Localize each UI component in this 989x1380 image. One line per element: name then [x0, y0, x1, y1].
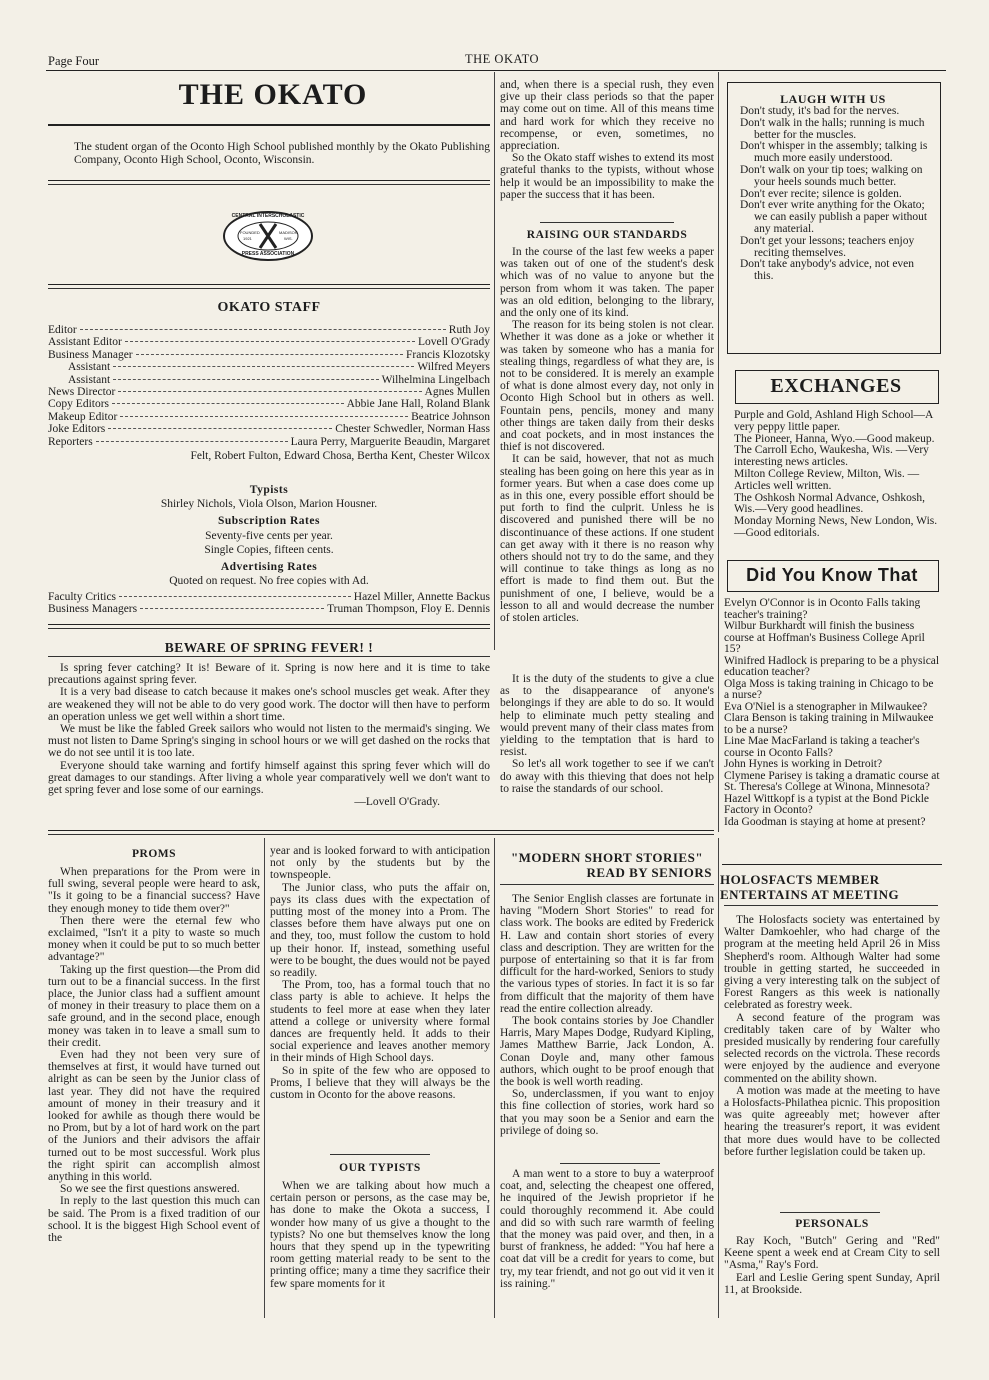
paragraph: The Senior English classes are fortunate in having "Modern Short Stories" to read for class work. The books are edited by Frederick H. Law and contain short stories of every class and description. They are written for the purpose of entertaining so that it is far from difficult for the hard-worked, Seniors to study the various types of stories. In fact it is so far from difficult that the majority of them have read the entire collection already.: [500, 893, 714, 1015]
dot-leader: [120, 416, 408, 417]
section-rule-right: [722, 864, 942, 865]
dot-leader: [96, 441, 288, 442]
typists-heading: Typists: [249, 484, 289, 496]
spring-fever-signature: —Lovell O'Grady.: [354, 796, 440, 809]
list-item: Don't walk in the halls; running is much better for the muscles.: [740, 116, 925, 141]
staff-row: [48, 398, 490, 410]
subscription-line-1: Seventy-five cents per year.: [205, 530, 333, 542]
paragraph: A man went to a store to buy a waterproof coat, and, selecting the cheapest one offered, he inquired of the Jewish proprietor if he could thoroughly recommend it. Abe could and did so with such rare warmth of feeling that the money was paid over, and then, in a burst of frankness, he added: "You haf here a coat dat vill be a credit for years to come, but try, my tear friendt, and not go out vid it ven it iss raining.": [500, 1168, 714, 1290]
list-item: Don't take anybody's advice, not even this.: [740, 258, 915, 283]
dot-leader: [113, 366, 414, 367]
running-title: THE OKATO: [465, 52, 540, 66]
paragraph: Even had they not been very sure of themselves at first, it would have turned out alright as can be seen by the Junior class of last year. They did not have the required amount of money in their treasury and it looked for awhile as though there would be no Prom, but by a lot of hard work on the part of the Juniors and their advisors the affair turned out to be most successful. Work plus the right spirit can accomplish almost anything in this world.: [48, 1049, 260, 1184]
paragraph: Everyone should take warning and fortify himself against this spring fever which will do great damages to our standings. After living a whole year comparatively well we don't want to get spring fever and lose some of our earnings.: [48, 759, 490, 797]
dot-leader: [118, 391, 421, 392]
joke-body: [500, 1168, 714, 1290]
list-item: Don't study, it's bad for the nerves.: [740, 105, 900, 117]
personals-title: PERSONALS: [795, 1218, 869, 1230]
dot-leader: [112, 403, 344, 404]
staff-row: [48, 591, 490, 603]
subscription-heading: Subscription Rates: [218, 515, 320, 527]
staff-name: Chester Schwedler, Norman Hass: [335, 423, 490, 436]
paragraph: We must be like the fabled Greek sailors who would not listen to the mermaid's singing. We must not listen to Dame Spring's singing in school hours or we will get dashed on the rocks that we do not see until it is too late.: [48, 723, 490, 760]
staff-role: Assistant: [68, 361, 111, 374]
staff-role: Assistant Editor: [48, 336, 122, 349]
list-item: The Carroll Echo, Waukesha, Wis. —Very interesting news articles.: [734, 444, 929, 469]
typists-list: Shirley Nichols, Viola Olson, Marion Housner.: [160, 498, 378, 510]
article-rule: [540, 222, 674, 223]
proms-title: PROMS: [131, 848, 177, 860]
staff-name: Wilhelmina Lingelbach: [381, 373, 490, 386]
staff-row: [48, 349, 490, 361]
dot-leader: [80, 329, 446, 330]
typists-title: OUR TYPISTS: [339, 1162, 421, 1174]
list-item: Hazel Wittkopf is a typist at the Bond Pickle Factory in Oconto?: [724, 792, 930, 816]
seal-state-text: WIS.: [284, 236, 293, 241]
list-item: Winifred Hadlock is preparing to be a physical education teacher?: [724, 654, 940, 678]
holosfacts-title-line-1: HOLOSFACTS MEMBER: [720, 872, 880, 887]
staff-role: Faculty Critics: [48, 591, 117, 603]
staff-rule-1: [48, 284, 490, 285]
article-rule: [330, 1154, 430, 1155]
paragraph: year and is looked forward to with anticipation not only by the students but by the townspeople.: [270, 845, 490, 882]
staff-name: Truman Thompson, Floy E. Dennis: [327, 603, 490, 616]
paragraph: Ray Koch, "Butch" Gering and "Red" Keene spent a week end at Cream City to sell "Asma," Ray's Ford.: [724, 1235, 940, 1272]
paragraph: When preparations for the Prom were in full swing, several people were heard to ask, "Is it going to be a financial success? Have they enough money to tide them over?": [48, 866, 260, 915]
staff-role: Makeup Editor: [48, 410, 118, 423]
paragraph: Is spring fever catching? It is! Beware of it. Spring is now here and it is time to take precautions against spring fever.: [48, 662, 490, 687]
staff-role: Business Manager: [48, 348, 133, 361]
list-item: Clymene Parisey is taking a dramatic course at St. Theresa's College at Winona, Minnesota?: [724, 769, 940, 793]
list-item: Don't ever write anything for the Okato; we can easily publish a paper without any material.: [740, 199, 928, 235]
dot-leader: [140, 608, 324, 609]
staff-row: [48, 436, 490, 448]
paragraph: In the course of the last few weeks a paper was taken out of one of the student's desk which was of no value to anyone but the person from whom it was taken. The paper was an old edition, belonging to the library, and the only one of its kind.: [500, 246, 714, 320]
exchanges-title: EXCHANGES: [770, 375, 902, 397]
dot-leader: [108, 428, 332, 429]
masthead-title: THE OKATO: [178, 78, 368, 111]
column-rule-2: [718, 72, 719, 832]
laugh-title: LAUGH WITH US: [780, 92, 886, 106]
masthead-rule-top: [48, 124, 490, 126]
list-item: Evelyn O'Connor is in Oconto Falls taking teacher's training?: [724, 597, 921, 621]
modern-body: [500, 893, 714, 1137]
paragraph: So in spite of the few who are opposed to Proms, I believe that they will always be the custom in Oconto for the above reasons.: [270, 1064, 490, 1102]
staff-role: Copy Editors: [48, 398, 110, 411]
section-rule-1: [48, 830, 714, 831]
proms-body-col2: [270, 845, 490, 1101]
staff-name: Ruth Joy: [448, 324, 490, 336]
raising-body: [500, 246, 714, 650]
list-item: Don't whisper in the assembly; talking is much more easily understood.: [740, 140, 928, 165]
spring-fever-rule: [48, 656, 490, 657]
staff-role: Reporters: [48, 435, 93, 448]
section-rule-2: [48, 834, 714, 835]
staff-row: [48, 361, 490, 373]
paragraph: The reason for its being stolen is not clear. Whether it was done as a joke or whether it was taken by someone who has a mania for stealing things, regardless of what they are, is not to be considered. It is merely an example of what is done almost every day, not only in Oconto High School but in others as well. Fountain pens, pencils, money and many other things are taken daily from their desks and coat pockets, and in most instances the thief is not discovered.: [500, 319, 714, 454]
list-item: Wilbur Burkhardt will finish the business course at Hoffman's Business College April 15?: [724, 620, 925, 655]
seal-year-text: 1921: [243, 236, 252, 241]
staff-end-rule-1: [48, 624, 490, 625]
paragraph: It can be said, however, that not as much stealing has been going on here this year as in former years. But when a case does come up as in this one, every possible effort should be put forth to find the culprit. Unless he is discovered and punished there will be no discontinuance of these actions. If one student can get away with it there is no reason why others should not try to do the same, and they will continue to take things as long as no effort is made to find them out. But the punishment of one, I believe, would be a lesson to all and would decrease the number of stolen articles.: [500, 453, 714, 625]
list-item: Clara Benson is taking training in Milwaukee to be a nurse?: [724, 712, 934, 736]
column-rule-3: [264, 838, 265, 1318]
article-rule: [780, 1212, 880, 1213]
article-rule: [560, 1163, 660, 1164]
staff-name: Wilfred Meyers: [417, 361, 490, 374]
modern-title-line-2: READ BY SENIORS: [586, 865, 712, 880]
staff-name: Laura Perry, Marguerite Beaudin, Margaret: [290, 435, 490, 448]
staff-row: [48, 324, 490, 336]
paragraph: It is the duty of the students to give a clue as to the disappearance of anyone's belongings if they are able to do so. It would help to eliminate much petty stealing and would prevent many of their class mates from yielding to the temptation that is hard to resist.: [500, 673, 714, 759]
paragraph: In reply to the last question this much can be said. The Prom is a fixed tradition of our school. It is the biggest High School event of the: [48, 1195, 260, 1245]
masthead-rule-mid: [48, 180, 490, 181]
dot-leader: [119, 596, 351, 597]
seal-right-text: MADISON: [279, 230, 298, 235]
spring-fever-title: BEWARE OF SPRING FEVER! !: [164, 640, 374, 655]
exchanges-list: [734, 410, 940, 540]
page-number: Page Four: [48, 54, 100, 68]
did-you-know-title: Did You Know That: [746, 565, 918, 585]
seal-top-text: CENTRAL INTERSCHOLASTIC: [231, 213, 305, 219]
staff-row: [48, 603, 490, 615]
paragraph: The Junior class, who puts the affair on, pays its class dues with the expectation of putting most of the money into a Prom. The classes before them have always put one on and they, too, must follow the custom to hold up their honor. If, instead, something useful were to be bought, the dues would not be payed so readily.: [270, 881, 490, 980]
masthead-rule-mid-2: [48, 184, 490, 185]
header-rule: [46, 70, 946, 71]
paragraph: So, underclassmen, if you want to enjoy this fine collection of stories, work hard so that you may soon be a Senior and earn the privilege of doing so.: [500, 1088, 714, 1137]
modern-rule: [500, 884, 714, 885]
holosfacts-body: [724, 914, 940, 1158]
did-you-know-list: [724, 598, 940, 828]
paragraph: A motion was made at the meeting to have a Holosfacts-Philathea picnic. This proposition was quite agreeably met; however after hearing the treasurer's report, it was evident that more dues would have to be collected before further legislation could be taken up.: [724, 1084, 941, 1158]
list-item: The Oshkosh Normal Advance, Oshkosh, Wis.—Very good headlines.: [734, 491, 926, 516]
press-association-seal: [222, 210, 314, 262]
advertising-heading: Advertising Rates: [220, 561, 318, 573]
seal-bottom-text: PRESS ASSOCIATION: [241, 251, 295, 257]
dot-leader: [125, 341, 415, 342]
list-item: Monday Morning News, New London, Wis.—Good editorials.: [734, 515, 938, 539]
staff-name: Beatrice Johnson: [411, 410, 490, 423]
staff-bottom-list: [48, 591, 490, 616]
masthead-description: The student organ of the Oconto High School published monthly by the Okato Publishing Company, Oconto High School, Oconto, Wisconsin.: [74, 141, 490, 166]
paragraph: Then there were the eternal few who exclaimed, "Isn't it a pity to waste so much money when it could be put to so much better advantage?": [48, 914, 260, 964]
staff-heading: OKATO STAFF: [217, 300, 321, 315]
list-item: Purple and Gold, Ashland High School—A very peppy little paper.: [734, 409, 933, 433]
list-item: Eva O'Niel is a stenographer in Milwaukee?: [724, 700, 928, 713]
column-rule-5: [718, 838, 719, 1318]
paragraph: It is a very bad disease to catch because it makes one's school muscles get weak. After they are weakened they will not be able to do very good work. The doctor will then have to perform an operation unless we get well within a short time.: [48, 686, 490, 723]
dot-leader: [136, 354, 403, 355]
staff-role: News Director: [48, 386, 116, 399]
list-item: Don't get your lessons; teachers enjoy reciting themselves.: [740, 234, 915, 259]
staff-name: Hazel Miller, Annette Backus: [353, 591, 490, 603]
paragraph: So we see the first questions answered.: [60, 1183, 240, 1196]
paragraph: The Holosfacts society was entertained by Walter Damkoehler, who had charge of the program at the meeting held April 26 in Miss Shepherd's room. Although Walter had some trouble in getting started, he succeeded in giving a very interesting talk on the subject of Forest Rangers as this week is nationally celebrated as forestry week.: [724, 914, 940, 1012]
modern-title-line-1: "MODERN SHORT STORIES": [510, 850, 704, 865]
column-rule-4: [494, 838, 495, 1318]
spring-fever-body: [48, 662, 490, 808]
subscription-line-2: Single Copies, fifteen cents.: [204, 544, 334, 556]
staff-role: Editor: [48, 324, 77, 336]
dot-leader: [113, 379, 378, 380]
list-item: The Pioneer, Hanna, Wyo.—Good makeup.: [734, 432, 935, 445]
paragraph: Taking up the first question—the Prom did turn out to be a financial success. In the first place, the Junior class had a suffient amount of money in their treasury to place them on a safe ground, and in the second place, enough money was taken in to leave a small sum to their credit.: [48, 963, 260, 1049]
staff-row: [48, 336, 490, 348]
holosfacts-title-line-2: ENTERTAINS AT MEETING: [720, 887, 900, 902]
column-rule-1: [494, 72, 495, 650]
reporters-continued: Felt, Robert Fulton, Edward Chosa, Bertha Kent, Chester Wilcox: [190, 450, 490, 463]
seal-left-text: FOUNDED: [240, 230, 260, 235]
paragraph: Earl and Leslie Gering spent Sunday, April 11, at Brookside.: [724, 1271, 940, 1296]
typists-continued: [500, 79, 714, 201]
staff-row: [48, 411, 490, 423]
raising-title: RAISING OUR STANDARDS: [526, 229, 688, 241]
proms-body-col1: [48, 866, 260, 1244]
staff-name: Agnes Mullen: [424, 386, 490, 399]
paragraph: and, when there is a special rush, they even give up their class periods so that the paper may come out on time. All of this means time and hard work for which they receive no recompense, or even, sometimes, no appreciation.: [500, 79, 714, 153]
staff-role: Joke Editors: [48, 423, 106, 436]
staff-end-rule-2: [48, 628, 490, 629]
paragraph: So the Okato staff wishes to extend its most grateful thanks to the typists, without whose help it would be an impossibility to make the paper the success that it has been.: [500, 152, 714, 201]
list-item: Ida Goodman is staying at home at present?: [724, 815, 926, 828]
staff-role: Business Managers: [48, 603, 138, 616]
paragraph: When we are talking about how much a certain person or persons, as the case may be, has done to make the Okota a success, I wonder how many of us give a thought to the typists? No one but themselves know the long hours that they spend up in the typewriting room getting material ready to be sent to the printing office; many a time they sacrifice their few spare moments for it: [270, 1180, 490, 1290]
personals-body: [724, 1235, 940, 1296]
list-item: Olga Moss is taking training in Chicago to be a nurse?: [724, 677, 934, 701]
staff-list: [48, 324, 490, 463]
paragraph: A second feature of the program was creditably taken care of by Walter who presided musically by rendering four carefully selected records on the victrola. These records were enjoyed by the audience and everyone commented on the ability shown.: [724, 1011, 940, 1085]
staff-rule-2: [48, 288, 490, 289]
staff-name: Francis Klozotsky: [405, 348, 490, 361]
staff-name: Lovell O'Grady: [417, 336, 490, 349]
paragraph: The Prom, too, has a formal touch that no class party is able to achieve. It helps the students to feel more at ease when they later attend a college or university where formal dances are frequently held. It adds to their social experience and leaves another memory in their minds of High School days.: [270, 979, 490, 1065]
list-item: Line Mae MacFarland is taking a teacher's course in Oconto Falls?: [724, 735, 920, 759]
list-item: Don't ever recite; silence is golden.: [740, 187, 902, 200]
staff-row: [48, 423, 490, 435]
list-item: John Hynes is working in Detroit?: [724, 758, 883, 770]
advertising-text: Quoted on request. No free copies with Ad.: [169, 575, 369, 587]
list-item: Don't walk on your tip toes; walking on your heels sounds much better.: [740, 163, 923, 188]
staff-row: [48, 374, 490, 386]
staff-role: Assistant: [68, 373, 111, 386]
paragraph: The book contains stories by Joe Chandler Harris, Mary Mapes Dodge, Rudyard Kipling, James Matthew Barrie, Jack London, A. Conan Doyle and, many other famous authors, which ought to be proof enough that the book is well worth reading.: [500, 1015, 714, 1089]
holosfacts-rule: [724, 905, 938, 906]
list-item: Milton College Review, Milton, Wis. —Articles well written.: [734, 467, 920, 492]
staff-row: [48, 386, 490, 398]
typists-body: [270, 1180, 490, 1290]
laugh-list: [740, 106, 930, 283]
raising-body-continued: [500, 673, 714, 795]
staff-name: Abbie Jane Hall, Roland Blank: [346, 398, 490, 411]
paragraph: So let's all work together to see if we can't do away with this thieving that does not help to raise the standards of our school.: [500, 758, 714, 795]
